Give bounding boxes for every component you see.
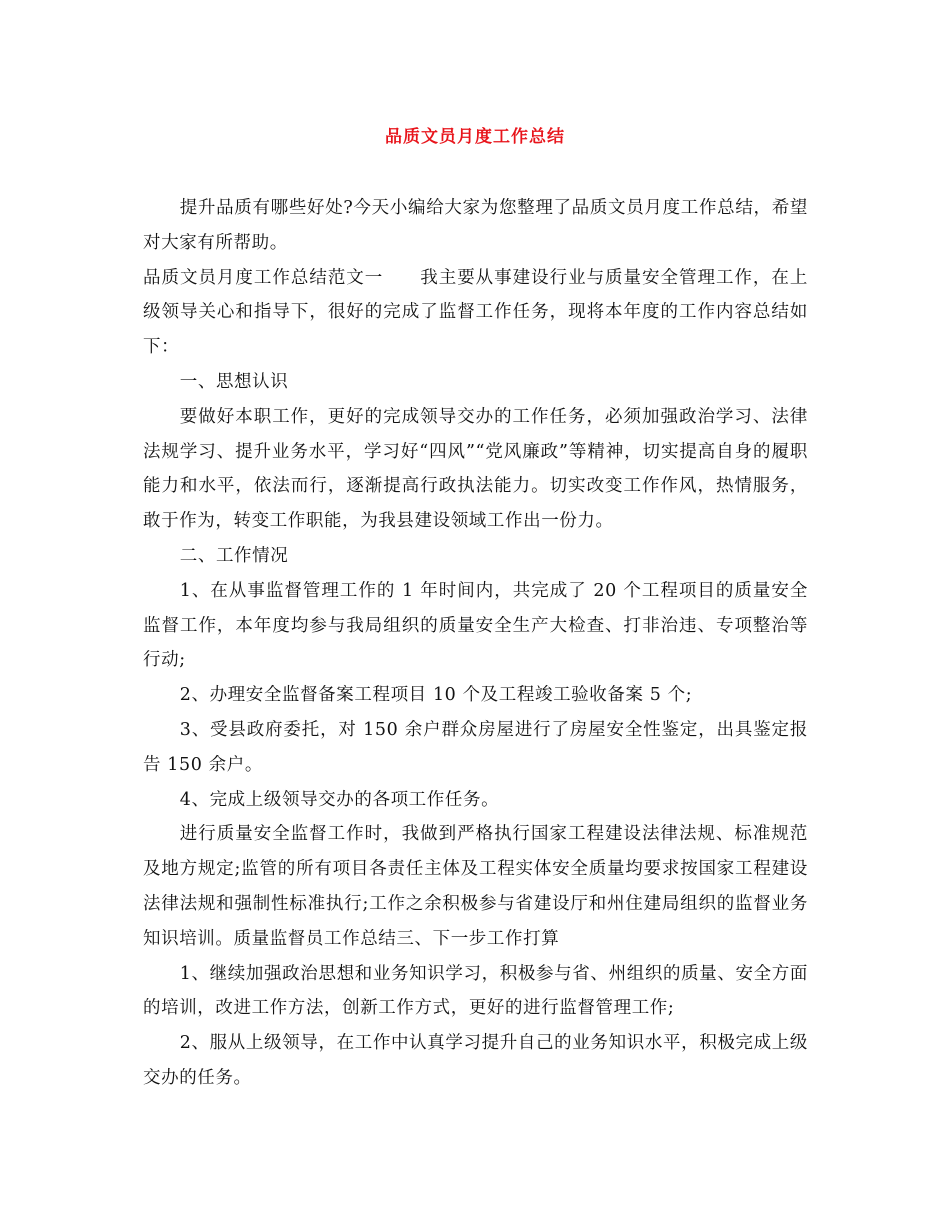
sample-intro-paragraph: 品质文员月度工作总结范文一 我主要从事建设行业与质量安全管理工作，在上级领导关心和指导下，很好的完成了监督工作任务，现将本年度的工作内容总结如下：	[143, 267, 808, 358]
thinking-paragraph: 要做好本职工作，更好的完成领导交办的工作任务，必须加强政治学习、法律法规学习、提升业务水平，学习好“四风”“党风廉政”等精神，切实提高自身的履职能力和水平，依法而行，逐渐提高行政执法能力。切实改变工作作风，热情服务，敢于作为，转变工作职能，为我县建设领域工作出一份力。	[143, 406, 808, 532]
work-item-4: 4、完成上级领导交办的各项工作任务。	[179, 789, 500, 810]
intro-paragraph: 提升品质有哪些好处?今天小编给大家为您整理了品质文员月度工作总结，希望对大家有所帮助。	[143, 198, 808, 253]
document-body	[143, 191, 808, 1096]
work-item-1: 1、在从事监督管理工作的 1 年时间内，共完成了 20 个工程项目的质量安全监督工作，本年度均参与我局组织的质量安全生产大检查、打非治违、专项整治等行动;	[143, 580, 808, 671]
section-heading-thinking: 一、思想认识	[179, 371, 289, 392]
work-item-3: 3、受县政府委托，对 150 余户群众房屋进行了房屋安全性鉴定，出具鉴定报告 150 余户。	[143, 719, 808, 775]
work-item-2: 2、办理安全监督备案工程项目 10 个及工程竣工验收备案 5 个;	[179, 685, 693, 706]
plan-item-2: 2、服从上级领导，在工作中认真学习提升自己的业务知识水平，积极完成上级交办的任务。	[143, 1033, 808, 1088]
section-heading-work: 二、工作情况	[179, 545, 289, 566]
plan-item-1: 1、继续加强政治思想和业务知识学习，积极参与省、州组织的质量、安全方面的培训，改进工作方法，创新工作方式，更好的进行监督管理工作;	[143, 963, 808, 1019]
document-title: 品质文员月度工作总结	[385, 127, 565, 147]
supervision-paragraph: 进行质量安全监督工作时，我做到严格执行国家工程建设法律法规、标准规范及地方规定;监管的所有项目各责任主体及工程实体安全质量均要求按国家工程建设法律法规和强制性标准执行;工作之余积极参与省建设厅和州住建局组织的监督业务知识培训。质量监督员工作总结三、下一步工作打算	[143, 824, 808, 949]
